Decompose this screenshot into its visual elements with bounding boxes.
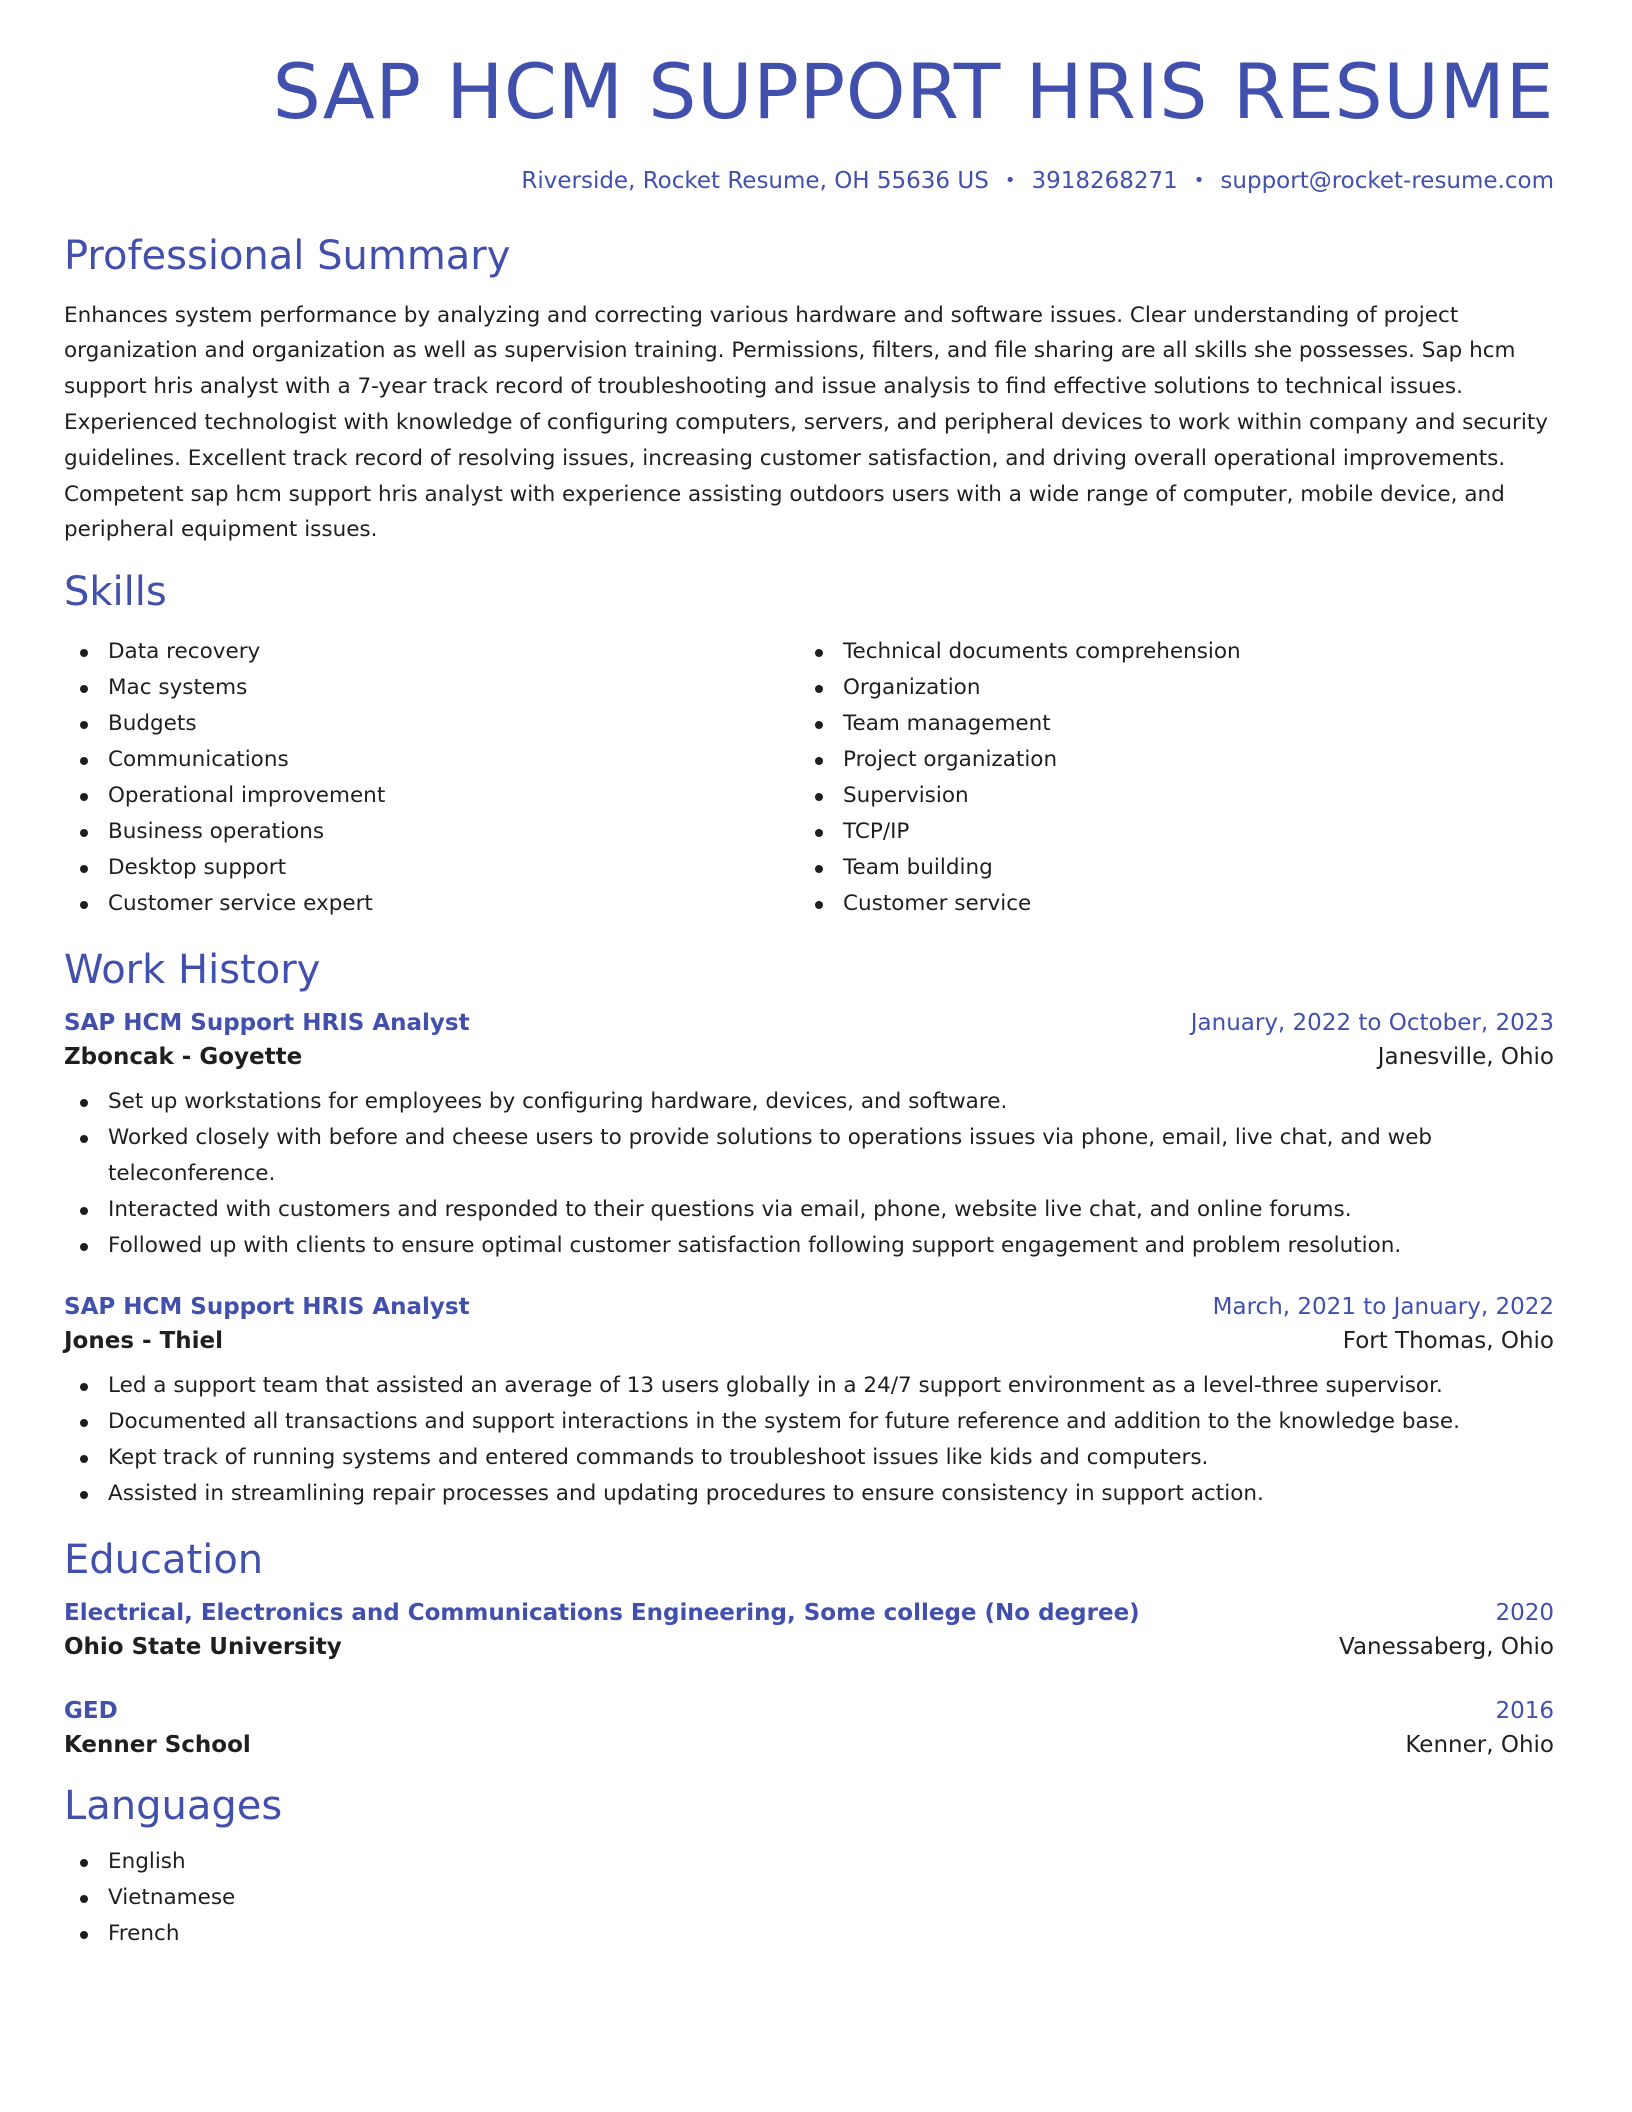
job-bullets bbox=[64, 1368, 1554, 1512]
job-location: Fort Thomas, Ohio bbox=[1342, 1328, 1554, 1355]
job-company: Jones - Thiel bbox=[64, 1328, 224, 1355]
skill-item: Operational improvement bbox=[64, 778, 799, 814]
education-year: 2020 bbox=[1495, 1600, 1554, 1627]
education-degree: Electrical, Electronics and Communications Engineering, Some college (No degree) bbox=[64, 1600, 1140, 1627]
summary-heading: Professional Summary bbox=[64, 232, 511, 279]
job-location: Janesville, Ohio bbox=[1377, 1044, 1554, 1071]
skill-item: Organization bbox=[799, 670, 1534, 706]
job-bullet: Interacted with customers and responded to their questions via email, phone, website live chat, and online forums. bbox=[64, 1192, 1554, 1228]
contact-email[interactable]: support@rocket-resume.com bbox=[1220, 167, 1554, 194]
job-title: SAP HCM Support HRIS Analyst bbox=[64, 1294, 470, 1321]
skill-item: TCP/IP bbox=[799, 814, 1534, 850]
education-degree: GED bbox=[64, 1698, 118, 1725]
languages-list bbox=[64, 1844, 1554, 1952]
skills-column-left bbox=[64, 634, 799, 922]
education-school: Kenner School bbox=[64, 1732, 251, 1759]
job-bullet: Kept track of running systems and entered commands to troubleshoot issues like kids and computers. bbox=[64, 1440, 1554, 1476]
skill-item: Communications bbox=[64, 742, 799, 778]
job-entry bbox=[64, 1294, 1554, 1512]
contact-address: Riverside, Rocket Resume, OH 55636 US bbox=[521, 167, 989, 194]
education-year: 2016 bbox=[1495, 1698, 1554, 1725]
skill-item: Project organization bbox=[799, 742, 1534, 778]
skills-column-right bbox=[799, 634, 1534, 922]
resume-title: SAP HCM SUPPORT HRIS RESUME bbox=[272, 47, 1554, 136]
summary-text: Enhances system performance by analyzing and correcting various hardware and software issues. Clear understanding of project organization and organization as well as supervision training. Permissions, filters, and file sharing are all skills she possesses. Sap hcm support hris analyst with a 7-year track record of troubleshooting and issue analysis to find effective solutions to technical issues. Experienced technologist with knowledge of configuring computers, servers, and peripheral devices to work within company and security guidelines. Excellent track record of resolving issues, increasing customer satisfaction, and driving overall operational improvements. Competent sap hcm support hris analyst with experience assisting outdoors users with a wide range of computer, mobile device, and peripheral equipment issues. bbox=[64, 302, 1549, 543]
language-item: French bbox=[64, 1916, 1554, 1952]
language-item: English bbox=[64, 1844, 1554, 1880]
contact-phone: 3918268271 bbox=[1031, 167, 1178, 194]
job-bullet: Documented all transactions and support interactions in the system for future reference and addition to the knowledge base. bbox=[64, 1404, 1554, 1440]
job-dates: March, 2021 to January, 2022 bbox=[1212, 1294, 1554, 1321]
skills-heading: Skills bbox=[64, 569, 167, 616]
job-entry bbox=[64, 1010, 1554, 1264]
education-entry bbox=[64, 1600, 1554, 1660]
skill-item: Data recovery bbox=[64, 634, 799, 670]
job-title: SAP HCM Support HRIS Analyst bbox=[64, 1010, 470, 1037]
education-entry bbox=[64, 1698, 1554, 1758]
skill-item: Customer service expert bbox=[64, 886, 799, 922]
job-bullets bbox=[64, 1084, 1554, 1264]
skill-item: Customer service bbox=[799, 886, 1534, 922]
skill-item: Budgets bbox=[64, 706, 799, 742]
education-school: Ohio State University bbox=[64, 1634, 342, 1661]
skill-item: Business operations bbox=[64, 814, 799, 850]
job-bullet: Set up workstations for employees by configuring hardware, devices, and software. bbox=[64, 1084, 1554, 1120]
education-heading: Education bbox=[64, 1537, 264, 1584]
skill-item: Team building bbox=[799, 850, 1534, 886]
skill-item: Mac systems bbox=[64, 670, 799, 706]
job-dates: January, 2022 to October, 2023 bbox=[1190, 1010, 1554, 1037]
job-bullet: Followed up with clients to ensure optimal customer satisfaction following support engagement and problem resolution. bbox=[64, 1228, 1554, 1264]
job-bullet: Led a support team that assisted an average of 13 users globally in a 24/7 support environment as a level-three supervisor. bbox=[64, 1368, 1554, 1404]
skills-list bbox=[64, 634, 1554, 922]
education-location: Vanessaberg, Ohio bbox=[1339, 1634, 1554, 1661]
contact-separator: • bbox=[1193, 169, 1205, 191]
job-bullet: Assisted in streamlining repair processes and updating procedures to ensure consistency in support action. bbox=[64, 1476, 1554, 1512]
job-company: Zboncak - Goyette bbox=[64, 1044, 303, 1071]
skill-item: Team management bbox=[799, 706, 1534, 742]
contact-separator: • bbox=[1004, 169, 1016, 191]
resume-page bbox=[64, 47, 1554, 1952]
language-item: Vietnamese bbox=[64, 1880, 1554, 1916]
skill-item: Supervision bbox=[799, 778, 1534, 814]
education-location: Kenner, Ohio bbox=[1405, 1732, 1554, 1759]
contact-line bbox=[64, 168, 1554, 194]
skill-item: Technical documents comprehension bbox=[799, 634, 1534, 670]
languages-heading: Languages bbox=[64, 1783, 283, 1830]
work-heading: Work History bbox=[64, 947, 321, 994]
job-bullet: Worked closely with before and cheese users to provide solutions to operations issues via phone, email, live chat, and web teleconference. bbox=[64, 1120, 1554, 1192]
skill-item: Desktop support bbox=[64, 850, 799, 886]
